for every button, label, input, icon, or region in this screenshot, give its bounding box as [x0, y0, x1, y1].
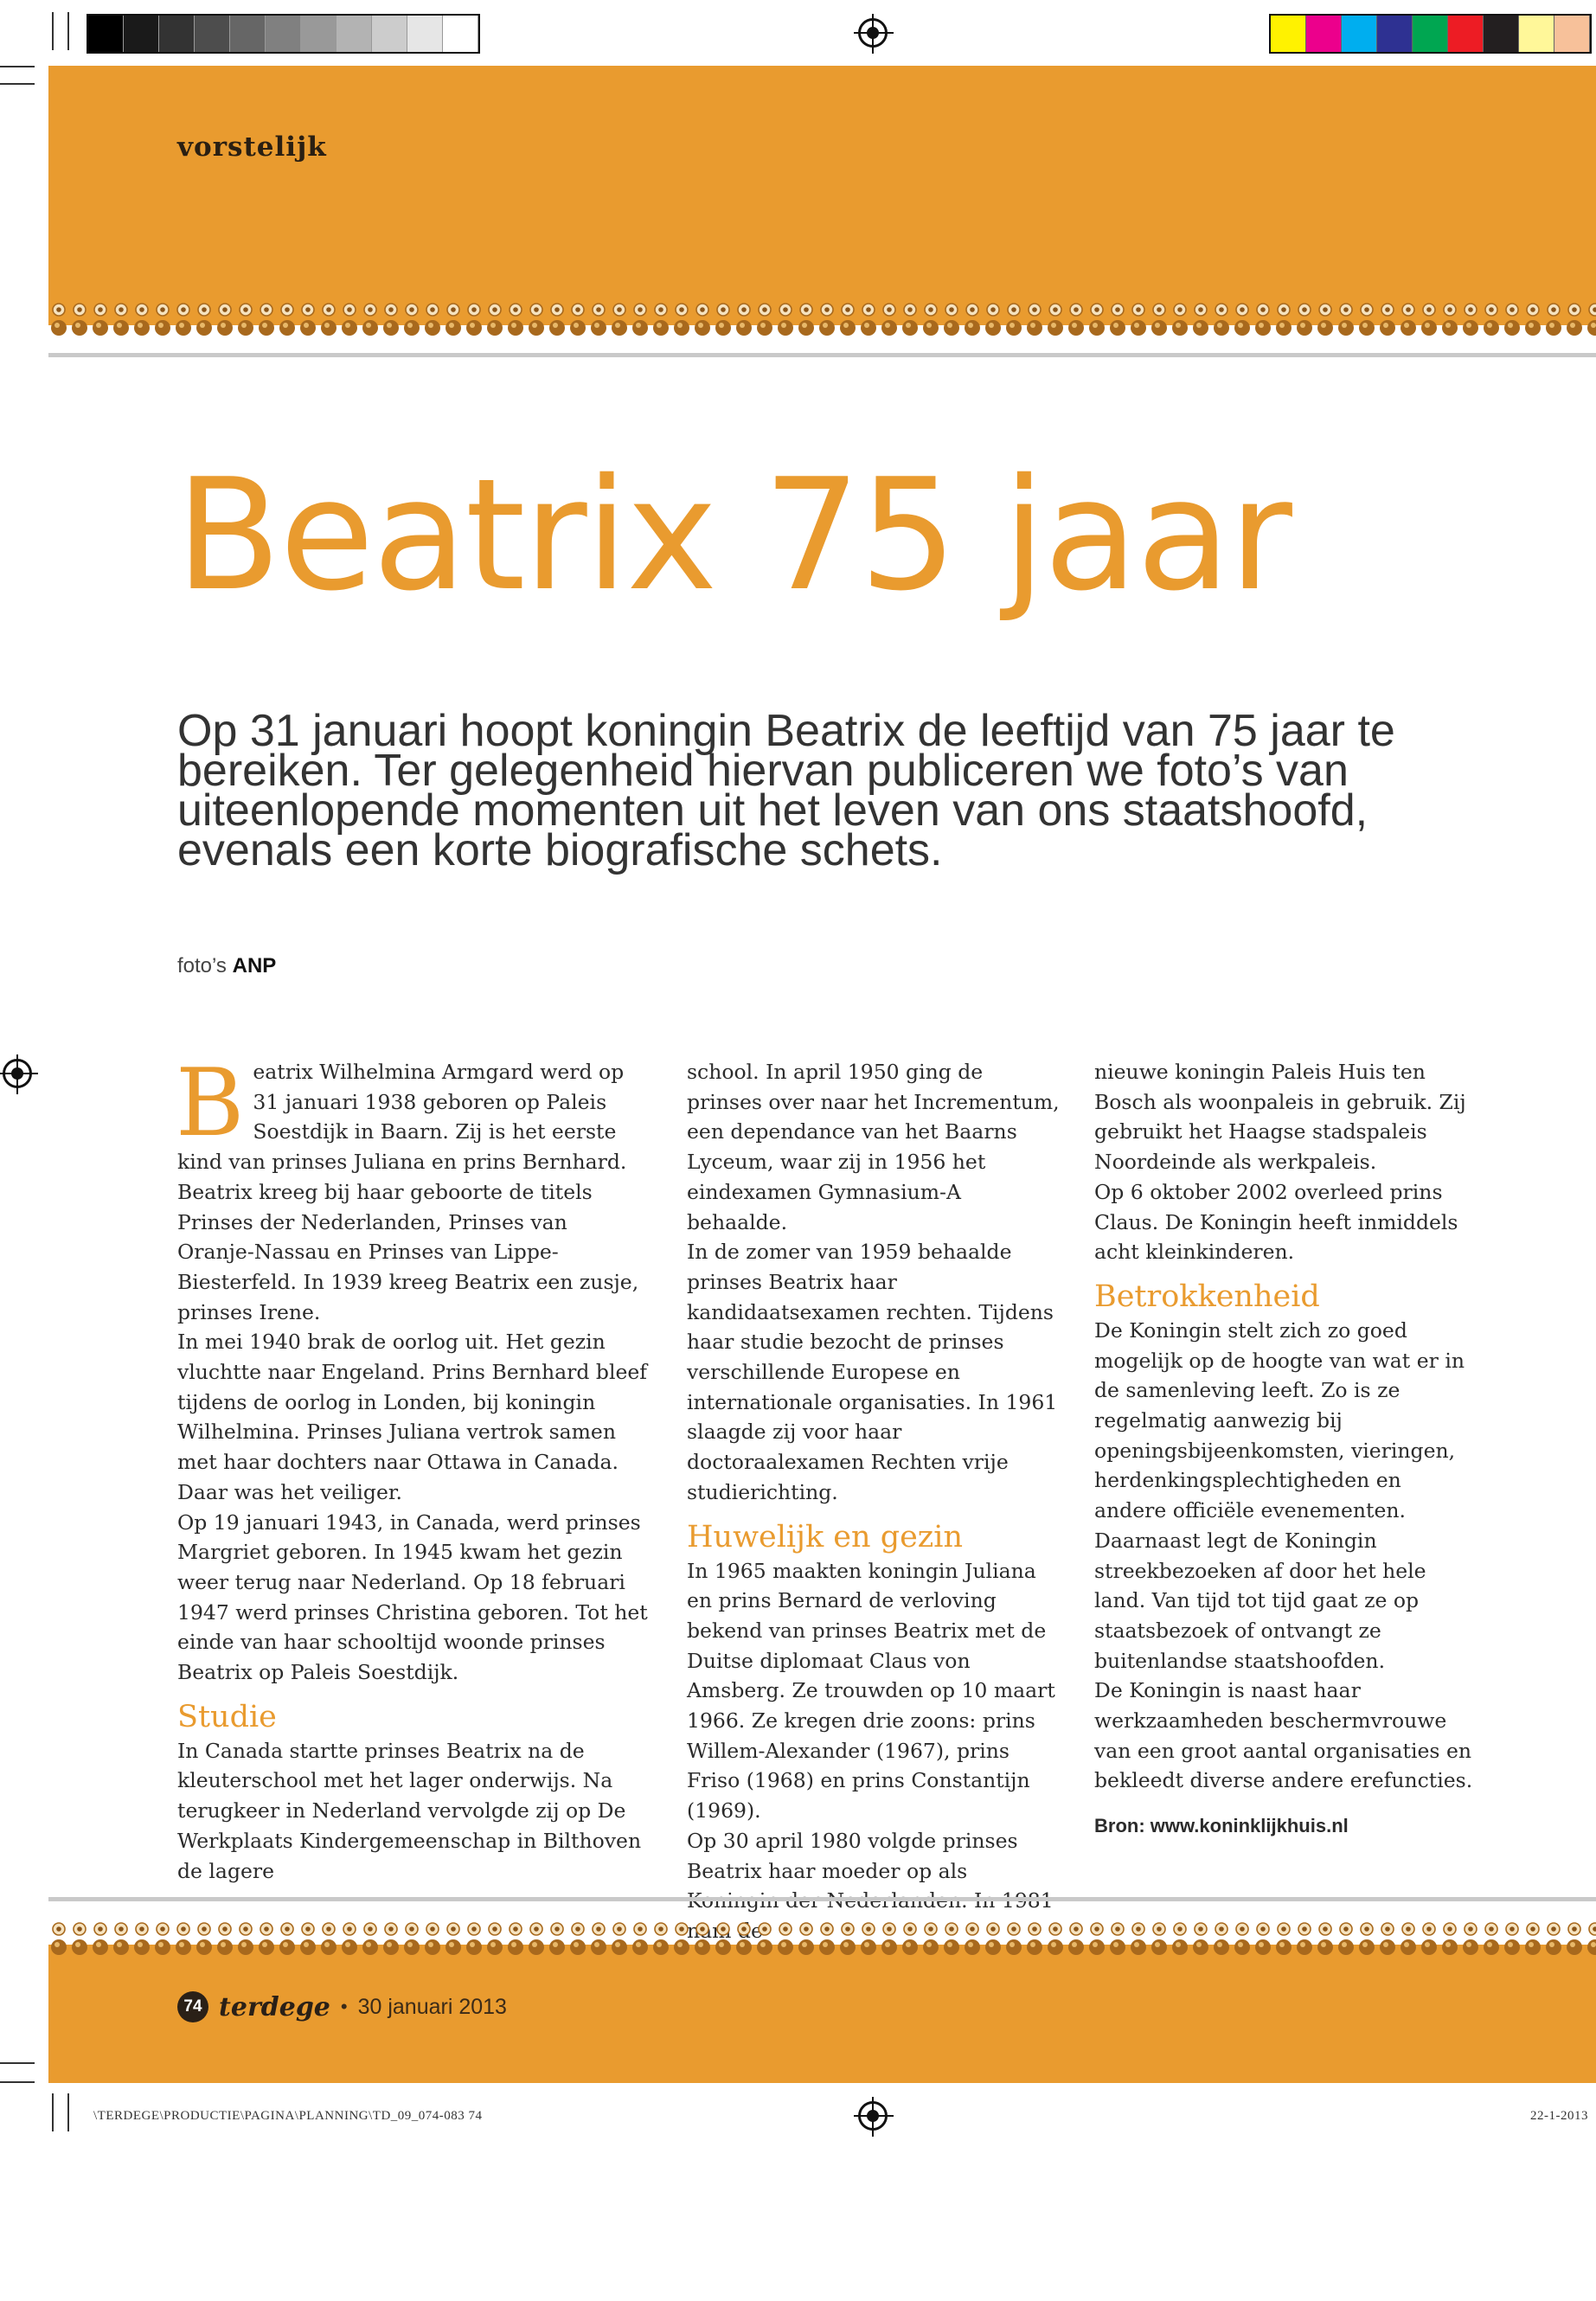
body-column-1	[176, 1049, 649, 1886]
gray-swatch	[159, 16, 195, 52]
body-column-2	[687, 1057, 1061, 1946]
gray-swatch	[372, 16, 407, 52]
paragraph: Beatrix Wilhelmina Armgard werd op 31 januari 1938 geboren op Paleis Soestdijk in Baarn. Zij is het eerste kind van prinses Juliana en prins Bernhard. Beatrix kreeg bij haar geboorte de titels Prinses der Nederlanden, Prinses van Oranje-Nassau en Prinses van Lippe-Biesterfeld. In 1939 kreeg Beatrix een zusje, prinses Irene.	[176, 1049, 639, 1324]
crop-mark	[67, 2093, 69, 2131]
crop-mark	[0, 2081, 35, 2083]
crop-mark	[0, 83, 35, 85]
paragraph: De Koningin is naast haar werkzaamheden beschermvrouwe van een groot aantal organisaties en bekleedt diverse andere erefuncties.	[1094, 1678, 1473, 1793]
color-swatch	[1484, 16, 1519, 52]
paragraph: school. In april 1950 ging de prinses over naar het Incrementum, een dependance van het Baarns Lyceum, waar zij in 1956 het eindexamen Gymnasium-A behaalde.	[687, 1060, 1060, 1234]
registration-mark-icon	[3, 1059, 32, 1088]
gray-swatch	[88, 16, 124, 52]
paragraph: In de zomer van 1959 behaalde prinses Beatrix haar kandidaatsexamen rechten. Tijdens haar studie bezocht de prinses verschillende Europese en internationale organisaties. In 1961 slaagde zij voor haar doctoraalexamen Rechten vrije studierichting.	[687, 1240, 1058, 1504]
divider	[48, 353, 1596, 357]
source-line: Bron: www.koninklijkhuis.nl	[1094, 1815, 1349, 1837]
credit-name: ANP	[232, 954, 277, 977]
gray-swatch	[337, 16, 372, 52]
crop-mark	[0, 66, 35, 67]
paragraph: Op 30 april 1980 volgde prinses Beatrix haar moeder op als	[687, 1828, 1018, 1883]
subheading-huwelijk: Huwelijk en gezin	[687, 1519, 963, 1554]
issue-date: 30 januari 2013	[357, 1994, 507, 2019]
bead-border-top	[48, 301, 1596, 344]
page-footer	[177, 1991, 507, 2022]
process-color-bar	[1269, 14, 1592, 54]
color-swatch	[1413, 16, 1448, 52]
color-swatch	[1306, 16, 1342, 52]
magazine-logo: terdege	[219, 1991, 330, 2022]
crop-mark	[52, 2093, 54, 2131]
registration-mark-icon	[858, 2101, 888, 2131]
slug-date: 22-1-2013	[1530, 2109, 1588, 2123]
body-column-3	[1094, 1057, 1475, 1842]
drop-cap: B	[176, 1049, 245, 1157]
color-swatch	[1448, 16, 1484, 52]
gray-swatch	[266, 16, 301, 52]
color-swatch	[1519, 16, 1554, 52]
article-title: Beatrix 75 jaar	[176, 445, 1291, 625]
credit-label: foto’s	[177, 954, 227, 977]
paragraph: De Koningin stelt zich zo goed mogelijk op de hoogte van wat er in de samenleving leeft. Zo is ze regelmatig aanwezig bij openingsbijeenkomsten, vieringen, herdenkingsplechtigheden en andere officiële evenementen. Daarnaast legt de Koningin streekbezoeken af door het hele land. Van tijd tot tijd gaat ze op staatsbezoek of ontvangt ze buitenlandse staatshoofden.	[1094, 1317, 1465, 1673]
photo-credit	[177, 954, 276, 978]
paragraph: In Canada startte prinses Beatrix na de kleuterschool met het lager onderwijs. Na terugkeer in Nederland vervolgde zij op De Werkplaats Kindergemeenschap in Bilthoven de lagere	[177, 1738, 642, 1883]
page-number: 74	[177, 1991, 208, 2022]
registration-mark-icon	[858, 18, 888, 48]
crop-mark	[52, 12, 54, 50]
gray-swatch	[407, 16, 443, 52]
color-swatch	[1377, 16, 1413, 52]
gray-swatch	[195, 16, 230, 52]
paragraph: Op 6 oktober 2002 overleed prins Claus. De Koningin heeft inmiddels acht kleinkinderen.	[1094, 1179, 1458, 1265]
paragraph: In 1965 maakten koningin Juliana en prins Bernard de verloving bekend van prinses Beatrix met de Duitse diplomaat Claus von Amsberg. Ze trouwden op 10 maart 1966. Ze kregen drie zoons: prins Willem-Alexander (1967), prins Friso (1968) en prins Constantijn (1969).	[687, 1558, 1055, 1823]
paragraph: nieuwe koningin Paleis Huis ten Bosch als woonpaleis in gebruik. Zij gebruikt het Haagse stadspaleis Noordeinde als werkpaleis.	[1094, 1060, 1466, 1175]
gray-swatch	[301, 16, 337, 52]
color-swatch	[1554, 16, 1590, 52]
crop-mark	[67, 12, 69, 50]
section-label: vorstelijk	[177, 131, 327, 163]
footer-bullet: •	[340, 1996, 348, 2017]
gray-swatch	[230, 16, 266, 52]
paragraph: In mei 1940 brak de oorlog uit. Het gezin vluchtte naar Engeland. Prins Bernhard bleef tijdens de oorlog in Londen, bij koningin Wilhelmina. Prinses Juliana vertrok samen met haar dochters naar Ottawa in Canada. Daar was het veiliger.	[177, 1330, 647, 1504]
gray-swatch	[443, 16, 478, 52]
color-swatch	[1271, 16, 1306, 52]
color-swatch	[1342, 16, 1377, 52]
paragraph: Op 19 januari 1943, in Canada, werd prinses Margriet geboren. In 1945 kwam het gezin weer terug naar Nederland. Op 18 februari 1947 werd prinses Christina geboren. Tot het einde van haar schooltijd woonde prinses Beatrix op Paleis Soestdijk.	[177, 1509, 648, 1685]
gray-swatch	[124, 16, 159, 52]
bead-border-bottom	[48, 1920, 1596, 1964]
gray-color-bar	[87, 14, 480, 54]
subheading-studie: Studie	[177, 1699, 277, 1734]
header-band	[48, 66, 1596, 325]
article-lead: Op 31 januari hoopt koningin Beatrix de leeftijd van 75 jaar te bereiken. Ter gelegenheid hiervan publiceren we foto’s van uiteenlopende momenten uit het leven van ons staatshoofd, evenals een korte biografische schets.	[177, 706, 1395, 875]
divider	[48, 1897, 1596, 1901]
slug-path: \TERDEGE\PRODUCTIE\PAGINA\PLANNING\TD_09_074-083 74	[93, 2109, 483, 2123]
crop-mark	[0, 2062, 35, 2064]
subheading-betrokkenheid: Betrokkenheid	[1094, 1279, 1320, 1314]
